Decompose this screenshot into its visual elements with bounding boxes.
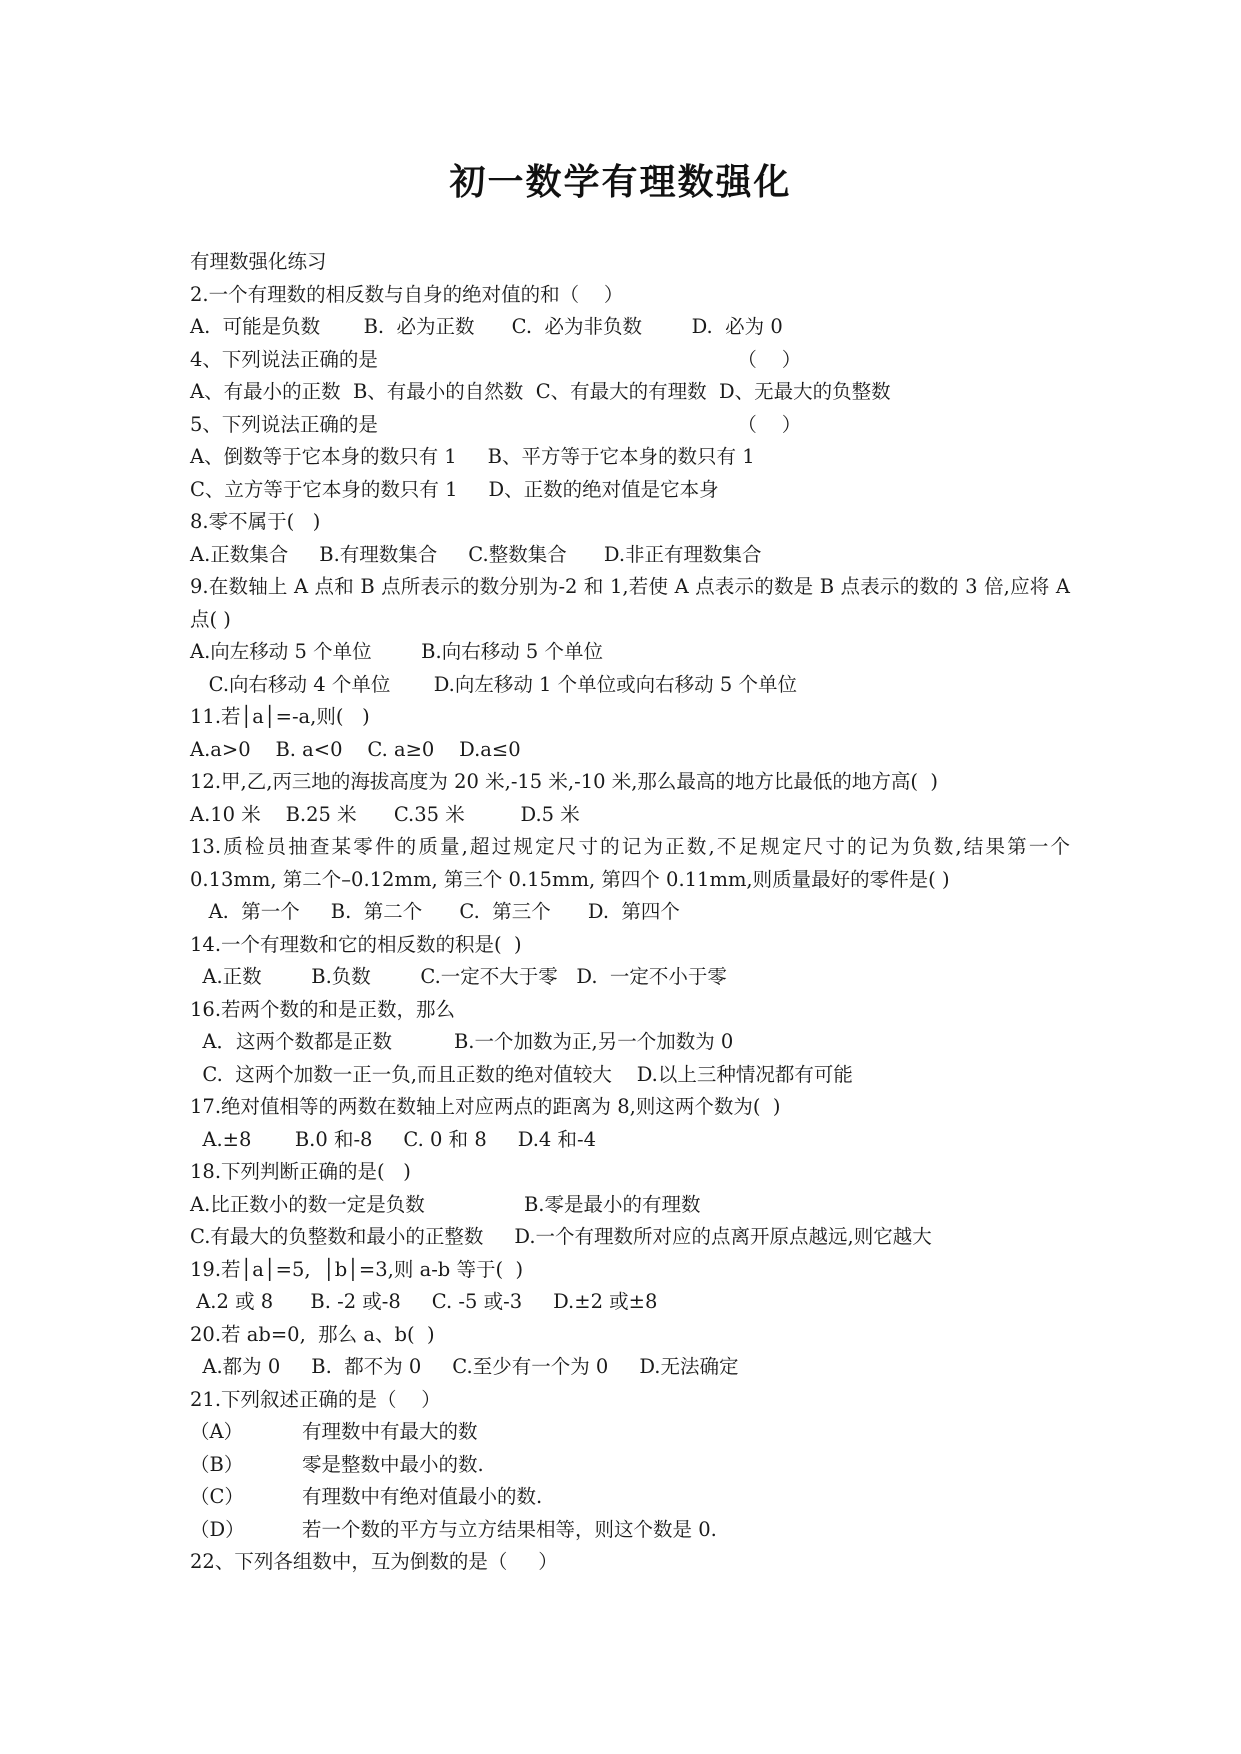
- section-heading: 有理数强化练习: [190, 250, 327, 273]
- option-label: （B）: [190, 1452, 244, 1476]
- question-18-options-ab: A.比正数小的数一定是负数 B.零是最小的有理数: [190, 1192, 701, 1216]
- option-text: 若一个数的平方与立方结果相等，则这个数是 0.: [302, 1517, 717, 1541]
- question-5-options-ab: A、倒数等于它本身的数只有 1 B、平方等于它本身的数只有 1: [190, 445, 755, 468]
- option-text: 有理数中有最大的数: [302, 1420, 478, 1443]
- question-4: 4、下列说法正确的是 （ ）: [190, 347, 802, 371]
- question-17-options: A.±8 B.0 和-8 C. 0 和 8 D.4 和-4: [190, 1127, 596, 1151]
- question-21-option-a: [190, 1416, 1070, 1449]
- question-5-options-cd: C、立方等于它本身的数只有 1 D、正数的绝对值是它本身: [190, 477, 719, 501]
- question-20: 20.若 ab=0, 那么 a、b( ): [190, 1322, 435, 1346]
- option-label: （D）: [190, 1517, 245, 1541]
- question-19: 19.若│a│=5, │b│=3,则 a-b 等于( ): [190, 1257, 524, 1281]
- question-18: 18.下列判断正确的是( ): [190, 1160, 411, 1183]
- question-21-option-c: [190, 1481, 1070, 1514]
- question-22: 22、下列各组数中，互为倒数的是（ ）: [190, 1550, 558, 1573]
- question-20-options: A.都为 0 B. 都不为 0 C.至少有一个为 0 D.无法确定: [190, 1355, 739, 1378]
- question-11-options: A.a>0 B. a<0 C. a≥0 D.a≤0: [190, 737, 521, 761]
- question-2: 2.一个有理数的相反数与自身的绝对值的和（ ）: [190, 282, 624, 306]
- question-11: 11.若│a│=-a,则( ): [190, 705, 370, 728]
- question-8: 8.零不属于( ): [190, 510, 321, 533]
- document-title: 初一数学有理数强化: [449, 162, 792, 203]
- question-2-options: A. 可能是负数 B. 必为正数 C. 必为非负数 D. 必为 0: [190, 315, 783, 338]
- question-21: 21.下列叙述正确的是（ ）: [190, 1387, 441, 1411]
- question-14-options: A.正数 B.负数 C.一定不大于零 D. 一定不小于零: [190, 965, 727, 988]
- question-19-options: A.2 或 8 B. -2 或-8 C. -5 或-3 D.±2 或±8: [190, 1290, 658, 1313]
- question-16-options-ab: A．这两个数都是正数 B.一个加数为正,另一个加数为 0: [190, 1030, 734, 1053]
- question-9-options-cd: C.向右移动 4 个单位 D.向左移动 1 个单位或向右移动 5 个单位: [190, 672, 797, 696]
- question-21-option-d: [190, 1514, 1070, 1547]
- question-8-options: A.正数集合 B.有理数集合 C.整数集合 D.非正有理数集合: [190, 542, 762, 566]
- question-13-options: A. 第一个 B. 第二个 C. 第三个 D. 第四个: [190, 900, 680, 923]
- question-16: 16.若两个数的和是正数，那么: [190, 997, 456, 1021]
- document-body: [190, 246, 1070, 1579]
- question-13: 13.质检员抽查某零件的质量,超过规定尺寸的记为正数,不足规定尺寸的记为负数,结果第一个 0.13mm, 第二个–0.12mm, 第三个 0.15mm, 第四个 0.11mm,则质量最好的零件是( ): [190, 835, 1070, 891]
- question-17: 17.绝对值相等的两数在数轴上对应两点的距离为 8,则这两个数为( ): [190, 1095, 781, 1118]
- option-text: 零是整数中最小的数.: [302, 1452, 484, 1476]
- question-9-options-ab: A.向左移动 5 个单位 B.向右移动 5 个单位: [190, 640, 604, 663]
- question-4-options: A、有最小的正数 B、有最小的自然数 C、有最大的有理数 D、无最大的负整数: [190, 380, 891, 403]
- question-21-option-b: [190, 1449, 1070, 1482]
- question-9: 9.在数轴上 A 点和 B 点所表示的数分别为-2 和 1,若使 A 点表示的数是 B 点表示的数的 3 倍,应将 A 点( ): [190, 575, 1070, 631]
- question-14: 14.一个有理数和它的相反数的积是( ): [190, 932, 522, 956]
- option-label: （C）: [190, 1485, 244, 1508]
- question-12-options: A.10 米 B.25 米 C.35 米 D.5 米: [190, 802, 580, 826]
- option-text: 有理数中有绝对值最小的数.: [302, 1485, 543, 1508]
- question-5: 5、下列说法正确的是 （ ）: [190, 412, 802, 436]
- question-16-options-cd: C. 这两个加数一正一负,而且正数的绝对值较大 D.以上三种情况都有可能: [190, 1062, 853, 1086]
- question-12: 12.甲,乙,丙三地的海拔高度为 20 米,-15 米,-10 米,那么最高的地方比最低的地方高( ): [190, 770, 939, 793]
- question-18-options-cd: C.有最大的负整数和最小的正整数 D.一个有理数所对应的点离开原点越远,则它越大: [190, 1225, 932, 1248]
- option-label: （A）: [190, 1420, 244, 1443]
